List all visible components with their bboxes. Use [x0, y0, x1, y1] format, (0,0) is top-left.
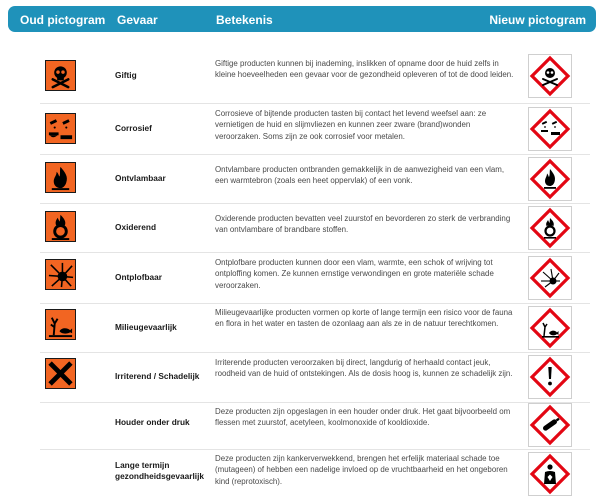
- table-row: [0, 304, 600, 352]
- flame-over-circle-icon: [45, 211, 76, 242]
- table-row: [0, 204, 600, 252]
- betekenis-text: Irriterende producten veroorzaken bij direct, langdurig of herhaald contact jeuk, roodheid van de huid of ontstekingen. Als de dosis hoog is, kunnen ze schadelijk zijn.: [215, 358, 513, 379]
- ghs-skull-crossbones-icon: [528, 54, 572, 98]
- table-row: [0, 403, 600, 449]
- st-andrews-cross-icon: [45, 358, 76, 389]
- gevaar-label: Houder onder druk: [115, 417, 190, 427]
- ghs-flame-icon: [528, 157, 572, 201]
- corrosion-icon: [45, 113, 76, 144]
- ghs-gas-cylinder-icon: [528, 403, 572, 447]
- environment-icon: [45, 309, 76, 340]
- betekenis-text: Corrosieve of bijtende producten tasten bij contact het levend weefsel aan: ze vernietigen de huid en slijmvliezen en kunnen zeer zware (brand)wonden veroorzaken. Soms zijn ze ook corrosief voor metalen.: [215, 109, 487, 141]
- ghs-exclamation-mark-icon: [528, 355, 572, 399]
- gevaar-label: Giftig: [115, 70, 137, 80]
- gevaar-label: Lange termijn gezondheidsgevaarlijk: [115, 460, 204, 481]
- exploding-bomb-icon: [45, 259, 76, 290]
- table-row: [0, 353, 600, 402]
- table-row: [0, 104, 600, 154]
- gevaar-label: Milieugevaarlijk: [115, 322, 177, 332]
- gevaar-label: Oxiderend: [115, 222, 157, 232]
- gevaar-label: Corrosief: [115, 123, 152, 133]
- betekenis-text: Milieugevaarlijke producten vormen op korte of lange termijn een risico voor de fauna en flora in het water en tasten de ozonlaag aan als ze in de natuur terechtkomen.: [215, 308, 513, 329]
- gevaar-label: Ontvlambaar: [115, 173, 166, 183]
- flame-icon: [45, 162, 76, 193]
- ghs-exploding-bomb-icon: [528, 256, 572, 300]
- table-row: [0, 155, 600, 203]
- column-header-new-pictogram: Nieuw pictogram: [489, 13, 586, 27]
- gevaar-label: Irriterend / Schadelijk: [115, 371, 200, 381]
- betekenis-text: Deze producten zijn kankerverwekkend, brengen het erfelijk materiaal schade toe (mutageen) of hebben een nadelige invloed op de vruchtbaarheid en het ongeboren kind (reprotoxisch).: [215, 454, 508, 486]
- betekenis-text: Oxiderende producten bevatten veel zuurstof en bevorderen zo sterk de verbranding van ontvlambare of brandbare stoffen.: [215, 214, 511, 235]
- ghs-flame-over-circle-icon: [528, 206, 572, 250]
- ghs-corrosion-icon: [528, 107, 572, 151]
- table-row: [0, 450, 600, 500]
- ghs-health-hazard-icon: [528, 452, 572, 496]
- table-header: [8, 6, 596, 32]
- column-header-old-pictogram: Oud pictogram: [20, 13, 106, 27]
- betekenis-text: Ontvlambare producten ontbranden gemakkelijk in de aanwezigheid van een vlam, een warmtebron (zoals een heet oppervlak) of een vonk.: [215, 165, 505, 186]
- betekenis-text: Ontplofbare producten kunnen door een vlam, warmte, een schok of wrijving tot ontploffing komen. Ze kunnen ernstige verwondingen en grote materiële schade veroorzaken.: [215, 258, 494, 290]
- gevaar-label: Ontplofbaar: [115, 272, 163, 282]
- betekenis-text: Deze producten zijn opgeslagen in een houder onder druk. Het gaat bijvoorbeeld om flessen met zuurstof, acetyleen, koolmonoxide of kooldioxide.: [215, 407, 511, 428]
- table-row: [0, 50, 600, 102]
- skull-crossbones-icon: [45, 60, 76, 91]
- betekenis-text: Giftige producten kunnen bij inademing, inslikken of opname door de huid zelfs in kleine hoeveelheden een gevaar voor de gezondheid opleveren of tot de dood leiden.: [215, 59, 514, 80]
- column-header-gevaar: Gevaar: [117, 13, 158, 27]
- table-row: [0, 253, 600, 303]
- ghs-environment-icon: [528, 306, 572, 350]
- column-header-betekenis: Betekenis: [216, 13, 273, 27]
